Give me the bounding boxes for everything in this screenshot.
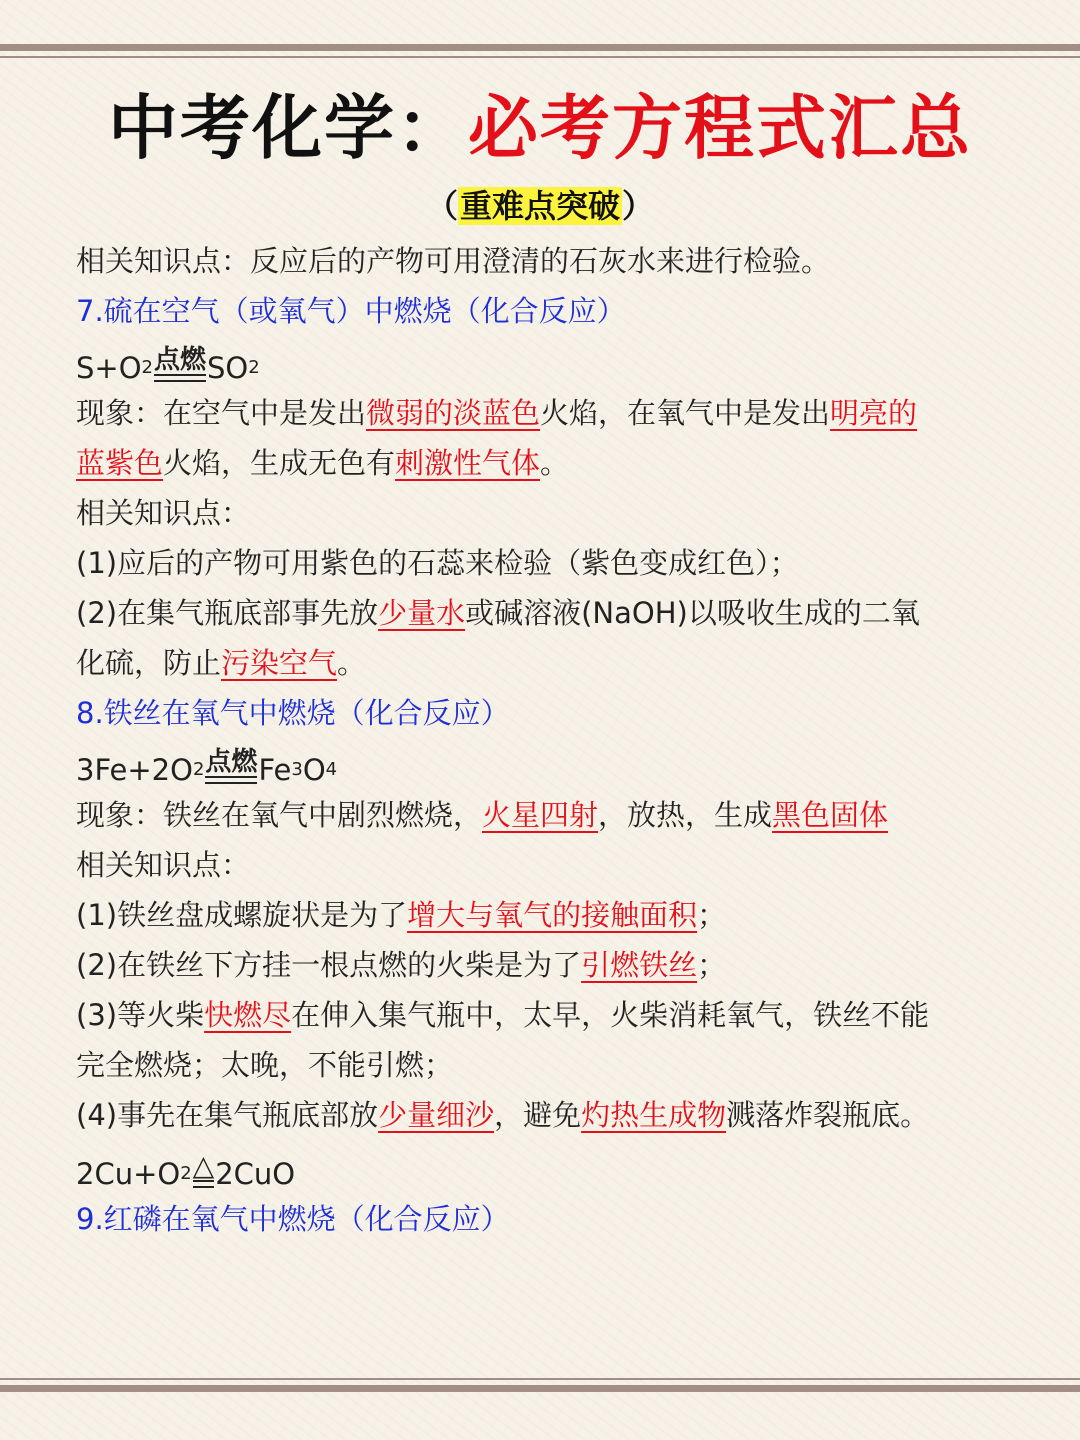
section-7-phenomenon-cont xyxy=(76,438,1016,488)
text: 或碱溶液(NaOH)以吸收生成的二氧 xyxy=(465,596,920,630)
eq-term: 2CuO xyxy=(215,1157,296,1191)
eq-term: SO xyxy=(207,351,249,385)
text: 溅落炸裂瓶底。 xyxy=(726,1098,930,1132)
text: 。 xyxy=(337,646,367,680)
eq-term: Fe xyxy=(258,753,292,787)
highlight: 蓝紫色 xyxy=(76,446,164,480)
eq-subscript: 2 xyxy=(180,1163,192,1184)
content xyxy=(76,236,1016,1244)
text: (4)事先在集气瓶底部放 xyxy=(76,1098,379,1132)
condition-label: 点燃 xyxy=(154,345,207,375)
reaction-condition xyxy=(205,748,257,790)
highlight: 少量水 xyxy=(378,596,466,630)
section-7-knowledge-label: 相关知识点： xyxy=(76,496,251,530)
equation-copper xyxy=(76,1149,1016,1194)
eq-subscript: 2 xyxy=(192,759,205,780)
reaction-condition xyxy=(154,346,206,388)
section-8-heading: 8.铁丝在氧气中燃烧（化合反应） xyxy=(76,696,510,730)
highlight: 微弱的淡蓝色 xyxy=(366,396,541,430)
text: (3)等火柴 xyxy=(76,998,205,1032)
section-9-heading: 9.红磷在氧气中燃烧（化合反应） xyxy=(76,1202,510,1236)
eq-subscript: 2 xyxy=(248,357,260,378)
text: 现象：在空气中是发出 xyxy=(76,396,367,430)
text: ； xyxy=(697,898,727,932)
text: 在伸入集气瓶中，太早，火柴消耗氧气，铁丝不能 xyxy=(291,998,930,1032)
section-7-point-1: (1)应后的产物可用紫色的石蕊来检验（紫色变成红色）； xyxy=(76,546,799,580)
text: 现象：铁丝在氧气中剧烈燃烧， xyxy=(76,798,483,832)
text: 火焰，在氧气中是发出 xyxy=(540,396,831,430)
highlight: 刺激性气体 xyxy=(395,446,541,480)
eq-term: 2Cu+O xyxy=(76,1157,181,1191)
text: (1)铁丝盘成螺旋状是为了 xyxy=(76,898,408,932)
text: ； xyxy=(697,948,727,982)
title-part-1: 中考化学： xyxy=(108,87,468,169)
section-8-knowledge-label: 相关知识点： xyxy=(76,848,251,882)
reaction-condition xyxy=(192,1149,215,1194)
highlight: 污染空气 xyxy=(221,646,338,680)
section-7-phenomenon xyxy=(76,388,1016,438)
section-7-heading: 7.硫在空气（或氧气）中燃烧（化合反应） xyxy=(76,294,626,328)
text: (2)在集气瓶底部事先放 xyxy=(76,596,379,630)
section-8-point-1 xyxy=(76,890,1016,940)
subtitle-open-paren: （ xyxy=(425,187,458,225)
section-8-phenomenon xyxy=(76,790,1016,840)
highlight: 增大与氧气的接触面积 xyxy=(407,898,698,932)
eq-subscript: 4 xyxy=(325,759,338,780)
text: 化硫，防止 xyxy=(76,646,222,680)
section-8-point-4 xyxy=(76,1090,1016,1140)
section-8-point-2 xyxy=(76,940,1016,990)
subtitle xyxy=(0,180,1080,232)
equals-bars xyxy=(205,776,257,784)
highlight: 黑色固体 xyxy=(772,798,889,832)
text: 火焰，生成无色有 xyxy=(163,446,396,480)
eq-subscript: 3 xyxy=(291,759,303,780)
section-7-point-2-cont xyxy=(76,638,1016,688)
text: ，避免 xyxy=(494,1098,582,1132)
text: 。 xyxy=(540,446,570,480)
highlight: 快燃尽 xyxy=(204,998,292,1032)
text: ，放热，生成 xyxy=(598,798,773,832)
heat-triangle-icon: △ xyxy=(192,1149,215,1182)
eq-term: S+O xyxy=(76,351,142,385)
eq-term: 3Fe+2O xyxy=(76,753,193,787)
equals-bars xyxy=(154,374,206,382)
section-8-point-3-cont: 完全燃烧；太晚，不能引燃； xyxy=(76,1048,454,1082)
title-part-2: 必考方程式汇总 xyxy=(468,87,972,169)
page-title xyxy=(0,86,1080,170)
eq-term: O xyxy=(302,753,326,787)
subtitle-highlight: 重难点突破 xyxy=(459,187,620,225)
subtitle-close-paren: ） xyxy=(622,187,655,225)
bottom-border xyxy=(0,1378,1080,1392)
highlight: 少量细沙 xyxy=(378,1098,495,1132)
section-7-point-2 xyxy=(76,588,1016,638)
eq-subscript: 2 xyxy=(141,357,153,378)
top-border xyxy=(0,44,1080,58)
section-8-point-3 xyxy=(76,990,1016,1040)
equation-sulfur xyxy=(76,346,1016,388)
text: (2)在铁丝下方挂一根点燃的火柴是为了 xyxy=(76,948,582,982)
highlight: 灼热生成物 xyxy=(581,1098,727,1132)
highlight: 引燃铁丝 xyxy=(581,948,698,982)
equation-iron xyxy=(76,748,1016,790)
highlight: 明亮的 xyxy=(830,396,918,430)
condition-label: 点燃 xyxy=(205,747,258,777)
intro-text: 相关知识点：反应后的产物可用澄清的石灰水来进行检验。 xyxy=(76,244,831,278)
highlight: 火星四射 xyxy=(482,798,599,832)
